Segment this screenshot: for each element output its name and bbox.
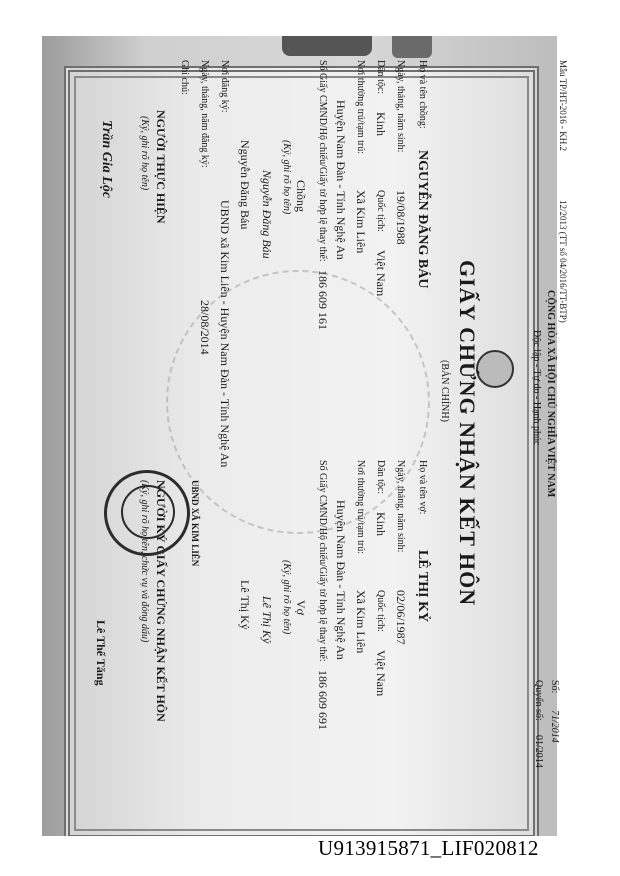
husband-residence-line1: Xã Kim Liên [354,190,368,254]
husband-name-label: Họ và tên chồng: [417,60,428,129]
so-value: 71/2014 [549,710,560,743]
form-code: Mẫu TP/HT-2016 - KH.2 [558,60,568,152]
husband-id: 186 609 161 [316,270,330,330]
certificate-subtitle: (BẢN CHÍNH) [439,360,450,422]
husband-signature: Nguyễn Đăng Báu [260,170,274,259]
registration-place-label: Nơi đăng ký: [219,60,230,113]
wife-nationality-label: Quốc tịch: [375,590,386,632]
country-motto: Độc lập - Tự do - Hạnh phúc [531,330,542,446]
signer-title: NGƯỜI KÝ GIẤY CHỨNG NHẬN KẾT HÔN [154,480,168,722]
husband-nationality: Việt Nam [374,250,388,297]
circular-ref: 12/2013 (TT số 04/2016/TT-BTP) [558,200,568,323]
wife-sign-name: Lê Thị Kỷ [238,580,252,630]
husband-name: NGUYỄN ĐĂNG BÁU [415,150,430,289]
country-name: CỘNG HÒA XÃ HỘI CHỦ NGHĨA VIỆT NAM [545,290,556,498]
husband-residence-line2: Huyện Nam Đàn - Tỉnh Nghệ An [334,100,348,260]
certificate-content [70,40,570,820]
husband-sign-name: Nguyễn Đăng Báu [238,140,252,230]
husband-residence-label: Nơi thường trú/tạm trú: [355,60,366,155]
wife-sign-role: Vợ [294,600,308,616]
executor-title: NGƯỜI THỰC HIỆN [154,110,168,224]
wife-residence-line1: Xã Kim Liên [354,590,368,654]
wife-name: LÊ THỊ KỶ [415,550,430,623]
wife-nationality: Việt Nam [374,650,388,697]
husband-dob: 19/08/1988 [394,190,408,245]
husband-sign-note: (Ký, ghi rõ họ tên) [281,140,292,215]
document-code: U913915871_LIF020812 [318,836,539,860]
seal-text: UBND XÃ KIM LIÊN [190,480,200,567]
certificate-title: GIẤY CHỨNG NHẬN KẾT HÔN [455,260,480,607]
husband-ethnicity-label: Dân tộc: [375,60,386,95]
wife-name-label: Họ và tên vợ: [417,460,428,515]
signer-note: (Ký, ghi rõ họ tên, chức vụ và đóng dấu) [139,480,150,643]
registration-date: 28/08/2014 [198,300,212,355]
husband-dob-label: Ngày, tháng, năm sinh: [395,60,406,153]
wife-ethnicity: Kinh [374,512,388,536]
so-label: Số: [549,680,560,694]
husband-nationality-label: Quốc tịch: [375,190,386,232]
husband-sign-role: Chồng [294,180,308,213]
husband-id-label: Số Giấy CMND/Hộ chiếu/Giấy tờ hợp lệ thay thế: [317,60,328,262]
wife-dob: 02/06/1987 [394,590,408,645]
wife-sign-note: (Ký, ghi rõ họ tên) [281,560,292,635]
wife-signature: Lê Thị Kỷ [260,596,274,644]
executor-name: Trần Gia Lộc [99,120,114,199]
registration-note-label: Ghi chú: [179,60,190,95]
wife-residence-label: Nơi thường trú/tạm trú: [355,460,366,555]
husband-ethnicity: Kinh [374,112,388,136]
executor-note: (Ký, ghi rõ họ tên) [139,116,150,191]
wife-id: 186 609 691 [316,670,330,730]
signer-name: Lê Thế Tăng [94,620,108,686]
wife-ethnicity-label: Dân tộc: [375,460,386,495]
national-emblem-icon [476,350,514,388]
official-seal-icon [104,470,190,556]
wife-id-label: Số Giấy CMND/Hộ chiếu/Giấy tờ hợp lệ thay thế: [317,460,328,662]
wife-residence-line2: Huyện Nam Đàn - Tỉnh Nghệ An [334,500,348,660]
wife-dob-label: Ngày, tháng, năm sinh: [395,460,406,553]
registration-date-label: Ngày, tháng, năm đăng ký: [199,60,210,168]
quyen-label: Quyển số: [533,680,544,721]
registration-place: UBND xã Kim Liên - Huyện Nam Đàn - Tỉnh Nghệ An [218,200,232,468]
seal-star-icon [121,485,175,539]
quyen-value: 01/2014 [533,735,544,768]
